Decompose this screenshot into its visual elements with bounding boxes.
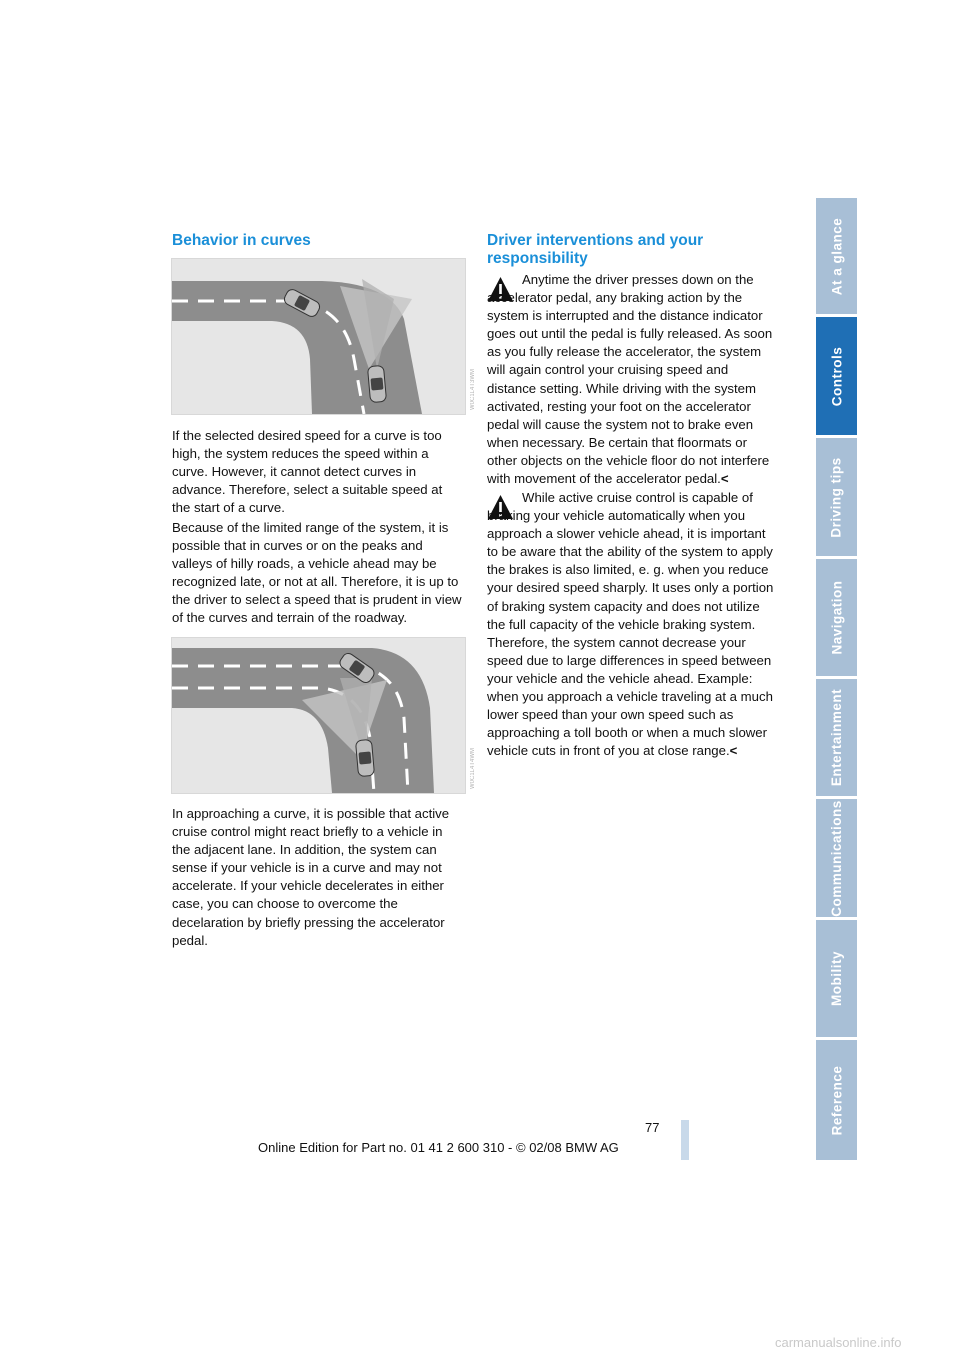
paragraph-speed-in-curve: If the selected desired speed for a curve is too high, the system reduces the speed within a curve. However, it cannot detect curves in advance. Therefore, select a suitable speed at the start of a curve. [172,428,443,516]
paragraph-limited-range: Because of the limited range of the system, it is possible that in curves or on the peaks and valleys of hilly roads, a vehicle ahead may be recognized late, or not at all. Therefore, it is up to the driver to select a speed that is prudent in view of the curves and terrain of the roadway. [172,520,462,626]
tab-driving-tips[interactable]: Driving tips [816,438,857,556]
tab-mobility[interactable]: Mobility [816,920,857,1037]
figure-code: W0C1L4T3WM [470,368,476,410]
tab-controls[interactable]: Controls [816,317,857,435]
watermark: carmanualsonline.info [775,1335,902,1350]
heading-behavior-in-curves: Behavior in curves [172,232,311,249]
warning-braking-capacity: While active cruise control is capable of braking your vehicle automatically when you approach a slower vehicle ahead, it is important to be aware that the ability of the system to apply the brakes is also limited, e. g. when you reduce your desired speed sharply. It uses only a portion of braking system capacity and does not utilize the full capacity of the vehicle braking system. Therefore, the system cannot decrease your speed due to large differences in speed between your vehicle and the vehicle ahead. Example: when you approach a vehicle traveling at a much lower speed than your own speed such as approaching a toll booth or when a much slower vehicle cuts in front of you at close range.< [487,490,774,759]
footer-bar [681,1120,689,1160]
figure-curve-detection [171,258,476,415]
warning-accelerator-pedal: Anytime the driver presses down on the accelerator pedal, any braking action by the system is interrupted and the distance indicator goes out until the pedal is fully released. As soon as you fully release the accelerator, the system will again control your cruising speed and distance setting. While driving with the system activated, resting your foot on the accelerator pedal will cause the system not to brake even when necessary. Be certain that floormats or other objects on the vehicle floor do not interfere with movement of the accelerator pedal.< [487,272,773,487]
tab-communications[interactable]: Communications [816,799,857,917]
tab-reference[interactable]: Reference [816,1040,857,1160]
heading-driver-interventions: Driver interventions and your responsibility [487,232,704,267]
paragraph-adjacent-lane: In approaching a curve, it is possible that active cruise control might react briefly to a vehicle in the adjacent lane. In addition, the system can sense if your vehicle is in a curve and may not accelerate. If your vehicle decelerates in either case, you can choose to overcome the decelaration by briefly pressing the accelerator pedal. [172,806,450,948]
figure-code: W0C1L4T4WM [470,747,476,789]
figure-adjacent-lane [171,637,476,794]
tab-at-a-glance[interactable]: At a glance [816,198,857,314]
page-number: 77 [645,1120,660,1135]
tab-navigation[interactable]: Navigation [816,559,857,676]
tab-entertainment[interactable]: Entertainment [816,679,857,796]
footer-edition: Online Edition for Part no. 01 41 2 600 310 - © 02/08 BMW AG [258,1140,619,1155]
